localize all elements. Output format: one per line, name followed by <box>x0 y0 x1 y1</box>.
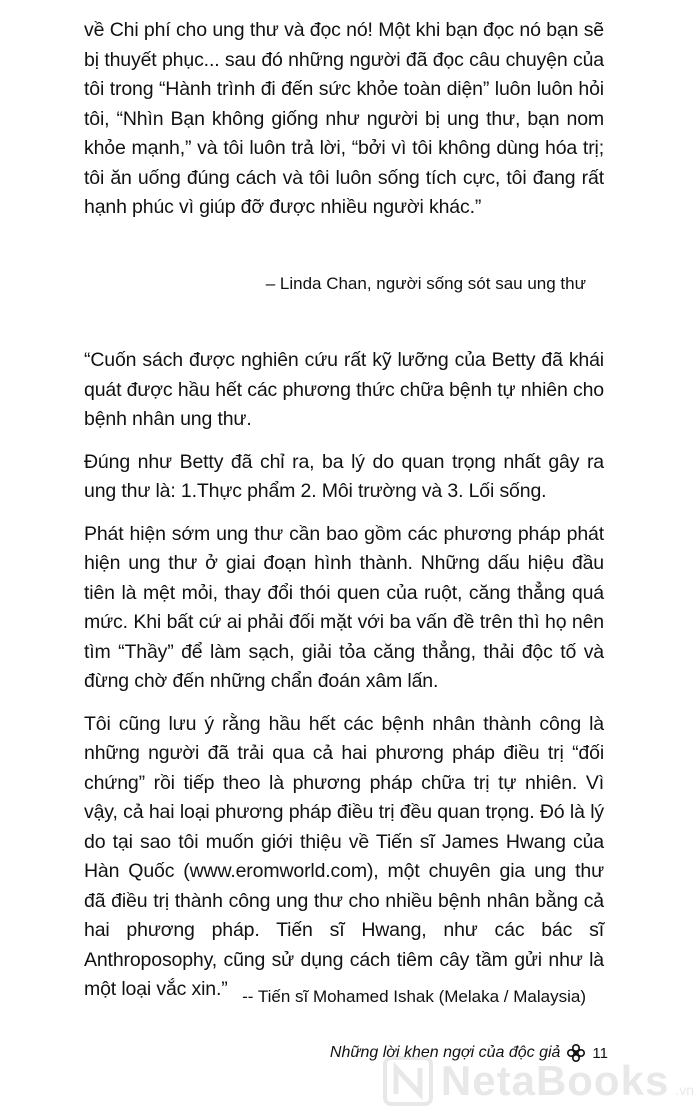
page-number: 11 <box>592 1044 608 1062</box>
netabooks-logo-icon <box>381 1054 435 1108</box>
testimonial-2-paragraph: Đúng như Betty đã chỉ ra, ba lý do quan trọng nhất gây ra ung thư là: 1.Thực phẩm 2. Môi trường và 3. Lối sống. <box>84 450 604 502</box>
watermark <box>381 1054 694 1108</box>
testimonial-1 <box>84 16 604 223</box>
testimonial-1-attribution: – Linda Chan, người sống sót sau ung thư <box>265 274 586 293</box>
running-footer-title: Những lời khen ngợi của độc giả <box>329 1044 561 1061</box>
testimonial-2-paragraph: Phát hiện sớm ung thư cần bao gồm các phương pháp phát hiện ung thư ở giai đoạn hình thành. Những dấu hiệu đầu tiên là mệt mỏi, thay đổi thói quen của ruột, căng thẳng quá mức. Khi bất cứ ai phải đối mặt với ba vấn đề trên thì họ nên tìm “Thầy” để làm sạch, giải tỏa căng thẳng, thải độc tố và đừng chờ đến những chẩn đoán xâm lấn. <box>84 522 604 692</box>
testimonial-2-paragraph: “Cuốn sách được nghiên cứu rất kỹ lưỡng của Betty đã khái quát được hầu hết các phương thức chữa bệnh tự nhiên cho bệnh nhân ung thư. <box>84 349 604 430</box>
watermark-text: NetaBooks <box>440 1057 670 1104</box>
watermark-suffix: .vn <box>675 1082 694 1098</box>
testimonial-2-attribution: -- Tiến sĩ Mohamed Ishak (Melaka / Malaysia) <box>242 987 586 1006</box>
testimonial-1-text: về Chi phí cho ung thư và đọc nó! Một khi bạn đọc nó bạn sẽ bị thuyết phục... sau đó những người đã đọc câu chuyện của tôi trong “Hành trình đi đến sức khỏe toàn diện” luôn luôn hỏi tôi, “Nhìn Bạn không giống như người bị ung thư, bạn nom khỏe mạnh,” và tôi luôn trả lời, “bởi vì tôi không dùng hóa trị; tôi ăn uống đúng cách và tôi luôn sống tích cực, tôi đang rất hạnh phúc vì giúp đỡ được nhiều người khác.” <box>84 19 604 218</box>
testimonial-2 <box>84 346 604 1018</box>
testimonial-2-paragraph: Tôi cũng lưu ý rằng hầu hết các bệnh nhân thành công là những người đã trải qua cả hai phương pháp điều trị “đối chứng” rồi tiếp theo là phương pháp chữa trị tự nhiên. Vì vậy, cả hai loại phương pháp điều trị đều quan trọng. Đó là lý do tại sao tôi muốn giới thiệu về Tiến sĩ James Hwang của Hàn Quốc (www.eromworld.com), một chuyên gia ung thư đã điều trị thành công ung thư cho nhiều bệnh nhân bằng cả hai phương pháp. Tiến sĩ Hwang, như các bác sĩ Anthroposophy, cũng sử dụng cách tiêm cây tầm gửi như là một loại vắc xin.” <box>84 712 604 1000</box>
